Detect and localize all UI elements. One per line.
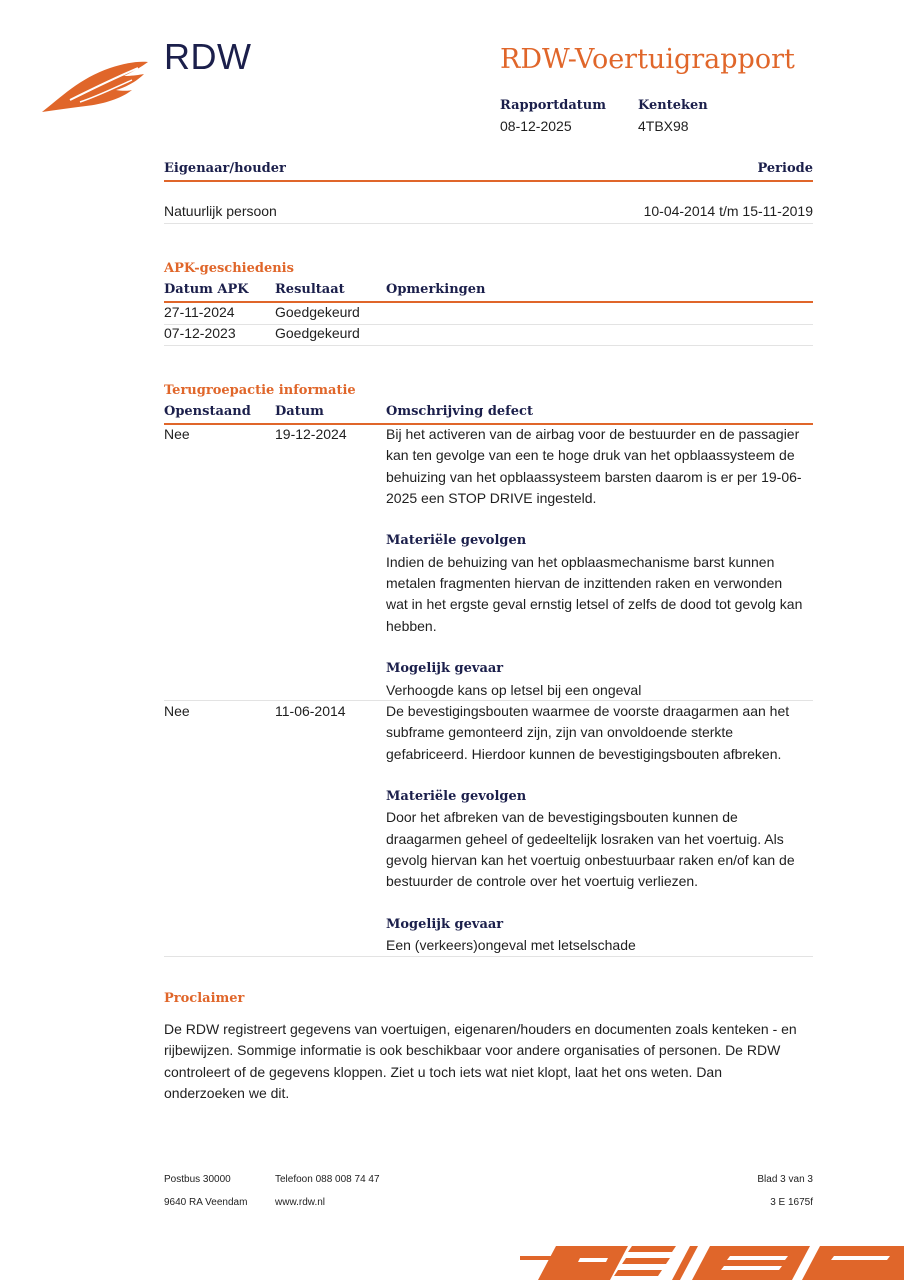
recall-row-description-block [386, 424, 806, 701]
kenteken-label: Kenteken [638, 98, 708, 113]
owner-header-rule [164, 180, 813, 182]
rdw-logo-icon [40, 56, 150, 118]
recall-danger-label: Mogelijk gevaar [386, 916, 504, 932]
recall-section-title: Terugroepactie informatie [164, 383, 356, 398]
recall-col-date: Datum [275, 404, 324, 419]
owner-period: 10-04-2014 t/m 15-11-2019 [643, 203, 813, 219]
apk-row-rule [164, 345, 813, 346]
recall-consequences: Indien de behuizing van het opblaasmechanisme barst kunnen metalen fragmenten hiervan de inzittenden raken en verwonden wat in het ergste geval ernstig letsel of zelfs de dood tot gevolg kan hebben. [386, 553, 803, 634]
recall-consequences-label: Materiële gevolgen [386, 789, 527, 805]
recall-col-description: Omschrijving defect [386, 404, 533, 419]
recall-row-description-block [386, 701, 806, 957]
owner-type: Natuurlijk persoon [164, 203, 277, 219]
owner-row-rule [164, 223, 813, 224]
footer-page-number: Blad 3 van 3 [757, 1174, 813, 1185]
recall-description: De bevestigingsbouten waarmee de voorste draagarmen aan het subframe gemonteerd zijn, zijn van onvoldoende sterkte gefabriceerd. Hierdoor kunnen de bevestigingsbouten afbreken. [386, 703, 790, 762]
kenteken-value: 4TBX98 [638, 118, 689, 134]
rapportdatum-label: Rapportdatum [500, 98, 606, 113]
footer-stripes-graphic [520, 1244, 904, 1280]
proclaimer-text: De RDW registreert gegevens van voertuigen, eigenaren/houders en documenten zoals kenteken - en rijbewijzen. Sommige informatie is ook beschikbaar voor andere organisaties of personen. De RDW controleert of de gegevens kloppen. Ziet u toch iets wat niet klopt, laat het ons weten. Dan onderzoeken we dit. [164, 1021, 797, 1101]
apk-section-title: APK-geschiedenis [164, 261, 294, 276]
apk-row-date: 07-12-2023 [164, 325, 236, 341]
recall-danger: Verhoogde kans op letsel bij een ongeval [386, 681, 642, 698]
footer-postcode: 9640 RA Veendam [164, 1197, 248, 1208]
owner-label: Eigenaar/houder [164, 161, 286, 176]
apk-row-result: Goedgekeurd [275, 325, 360, 341]
recall-consequences-label: Materiële gevolgen [386, 533, 527, 549]
apk-col-date: Datum APK [164, 282, 249, 297]
recall-row-open: Nee [164, 426, 190, 442]
apk-header-rule [164, 301, 813, 303]
footer-website-link[interactable]: www.rdw.nl [275, 1197, 326, 1208]
recall-description: Bij het activeren van de airbag voor de bestuurder en de passagier kan ten gevolge van een te hoge druk van het opblaassysteem de behuizing van het opblaassysteem barsten daarom is er per 19-06-2025 een STOP DRIVE ingesteld. [386, 426, 802, 506]
apk-row-rule [164, 324, 813, 325]
footer-doc-code: 3 E 1675f [770, 1197, 813, 1208]
footer-postbus: Postbus 30000 [164, 1174, 231, 1185]
recall-row-open: Nee [164, 703, 190, 719]
recall-danger: Een (verkeers)ongeval met letselschade [386, 937, 636, 954]
rapportdatum-value: 08-12-2025 [500, 118, 572, 134]
report-title: RDW-Voertuigrapport [500, 44, 795, 75]
recall-row-rule [164, 956, 813, 957]
recall-col-open: Openstaand [164, 404, 251, 419]
apk-col-result: Resultaat [275, 282, 345, 297]
recall-row-date: 19-12-2024 [275, 426, 347, 442]
proclaimer-title: Proclaimer [164, 991, 245, 1006]
recall-danger-label: Mogelijk gevaar [386, 661, 504, 677]
apk-row-result: Goedgekeurd [275, 304, 360, 320]
recall-consequences: Door het afbreken van de bevestigingsbouten kunnen de draagarmen geheel of gedeeltelijk losraken van het voertuig. Als gevolg hiervan kan het voertuig onbestuurbaar raken en/of kan de bestuurder de controle over het voertuig verliezen. [386, 809, 795, 890]
footer-phone: Telefoon 088 008 74 47 [275, 1174, 380, 1185]
period-label: Periode [757, 161, 813, 176]
apk-col-remarks: Opmerkingen [386, 282, 486, 297]
apk-row-date: 27-11-2024 [164, 304, 235, 320]
brand-name: RDW [164, 36, 252, 77]
recall-row-date: 11-06-2014 [275, 703, 346, 719]
